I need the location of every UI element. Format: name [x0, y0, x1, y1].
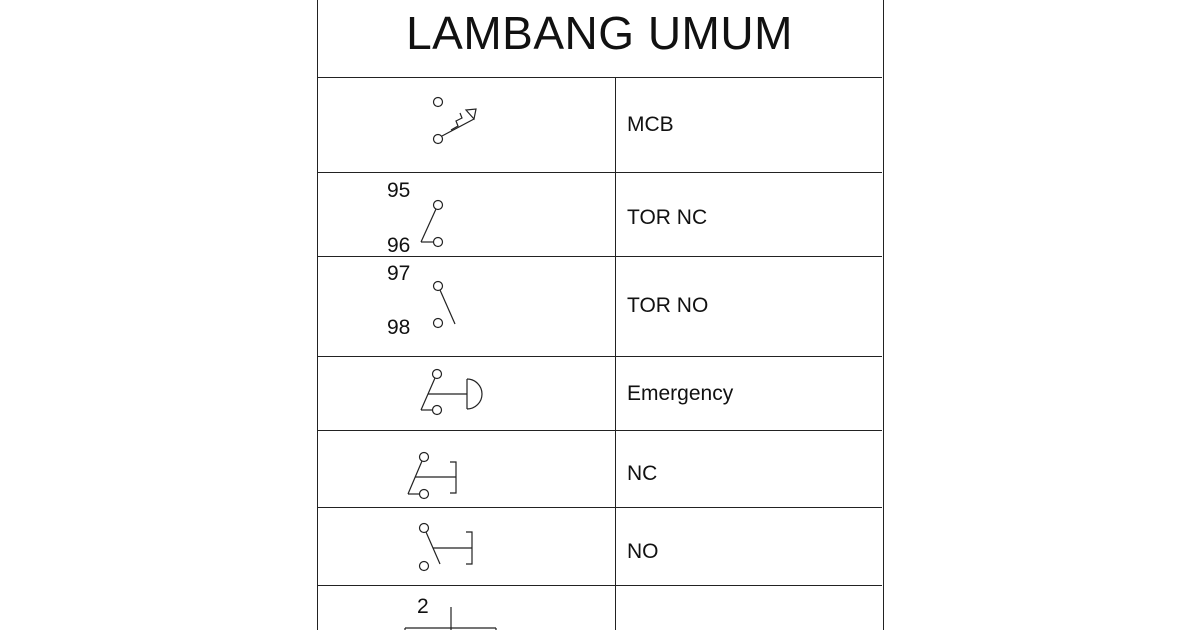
terminal-number-96: 96 [387, 234, 411, 257]
tor-no-symbol [434, 282, 456, 328]
no-pushbutton-symbol [420, 524, 473, 571]
row-label-emergency: Emergency [627, 382, 734, 405]
table-title: LAMBANG UMUM [406, 7, 793, 59]
mcb-symbol [434, 98, 477, 144]
row-label-tor-nc: TOR NC [627, 206, 708, 229]
terminal-number-2: 2 [417, 595, 429, 618]
row-label-nc: NC [627, 462, 658, 485]
nc-pushbutton-symbol [408, 453, 456, 499]
terminal-number-98: 98 [387, 316, 411, 339]
row-label-mcb: MCB [627, 113, 674, 136]
terminal-number-95: 95 [387, 179, 411, 202]
row-label-tor-no: TOR NO [627, 294, 709, 317]
row-label-no: NO [627, 540, 659, 563]
emergency-symbol [421, 370, 482, 415]
tor-nc-symbol [421, 201, 443, 247]
terminal-number-97: 97 [387, 262, 411, 285]
partial-symbol [405, 607, 496, 630]
